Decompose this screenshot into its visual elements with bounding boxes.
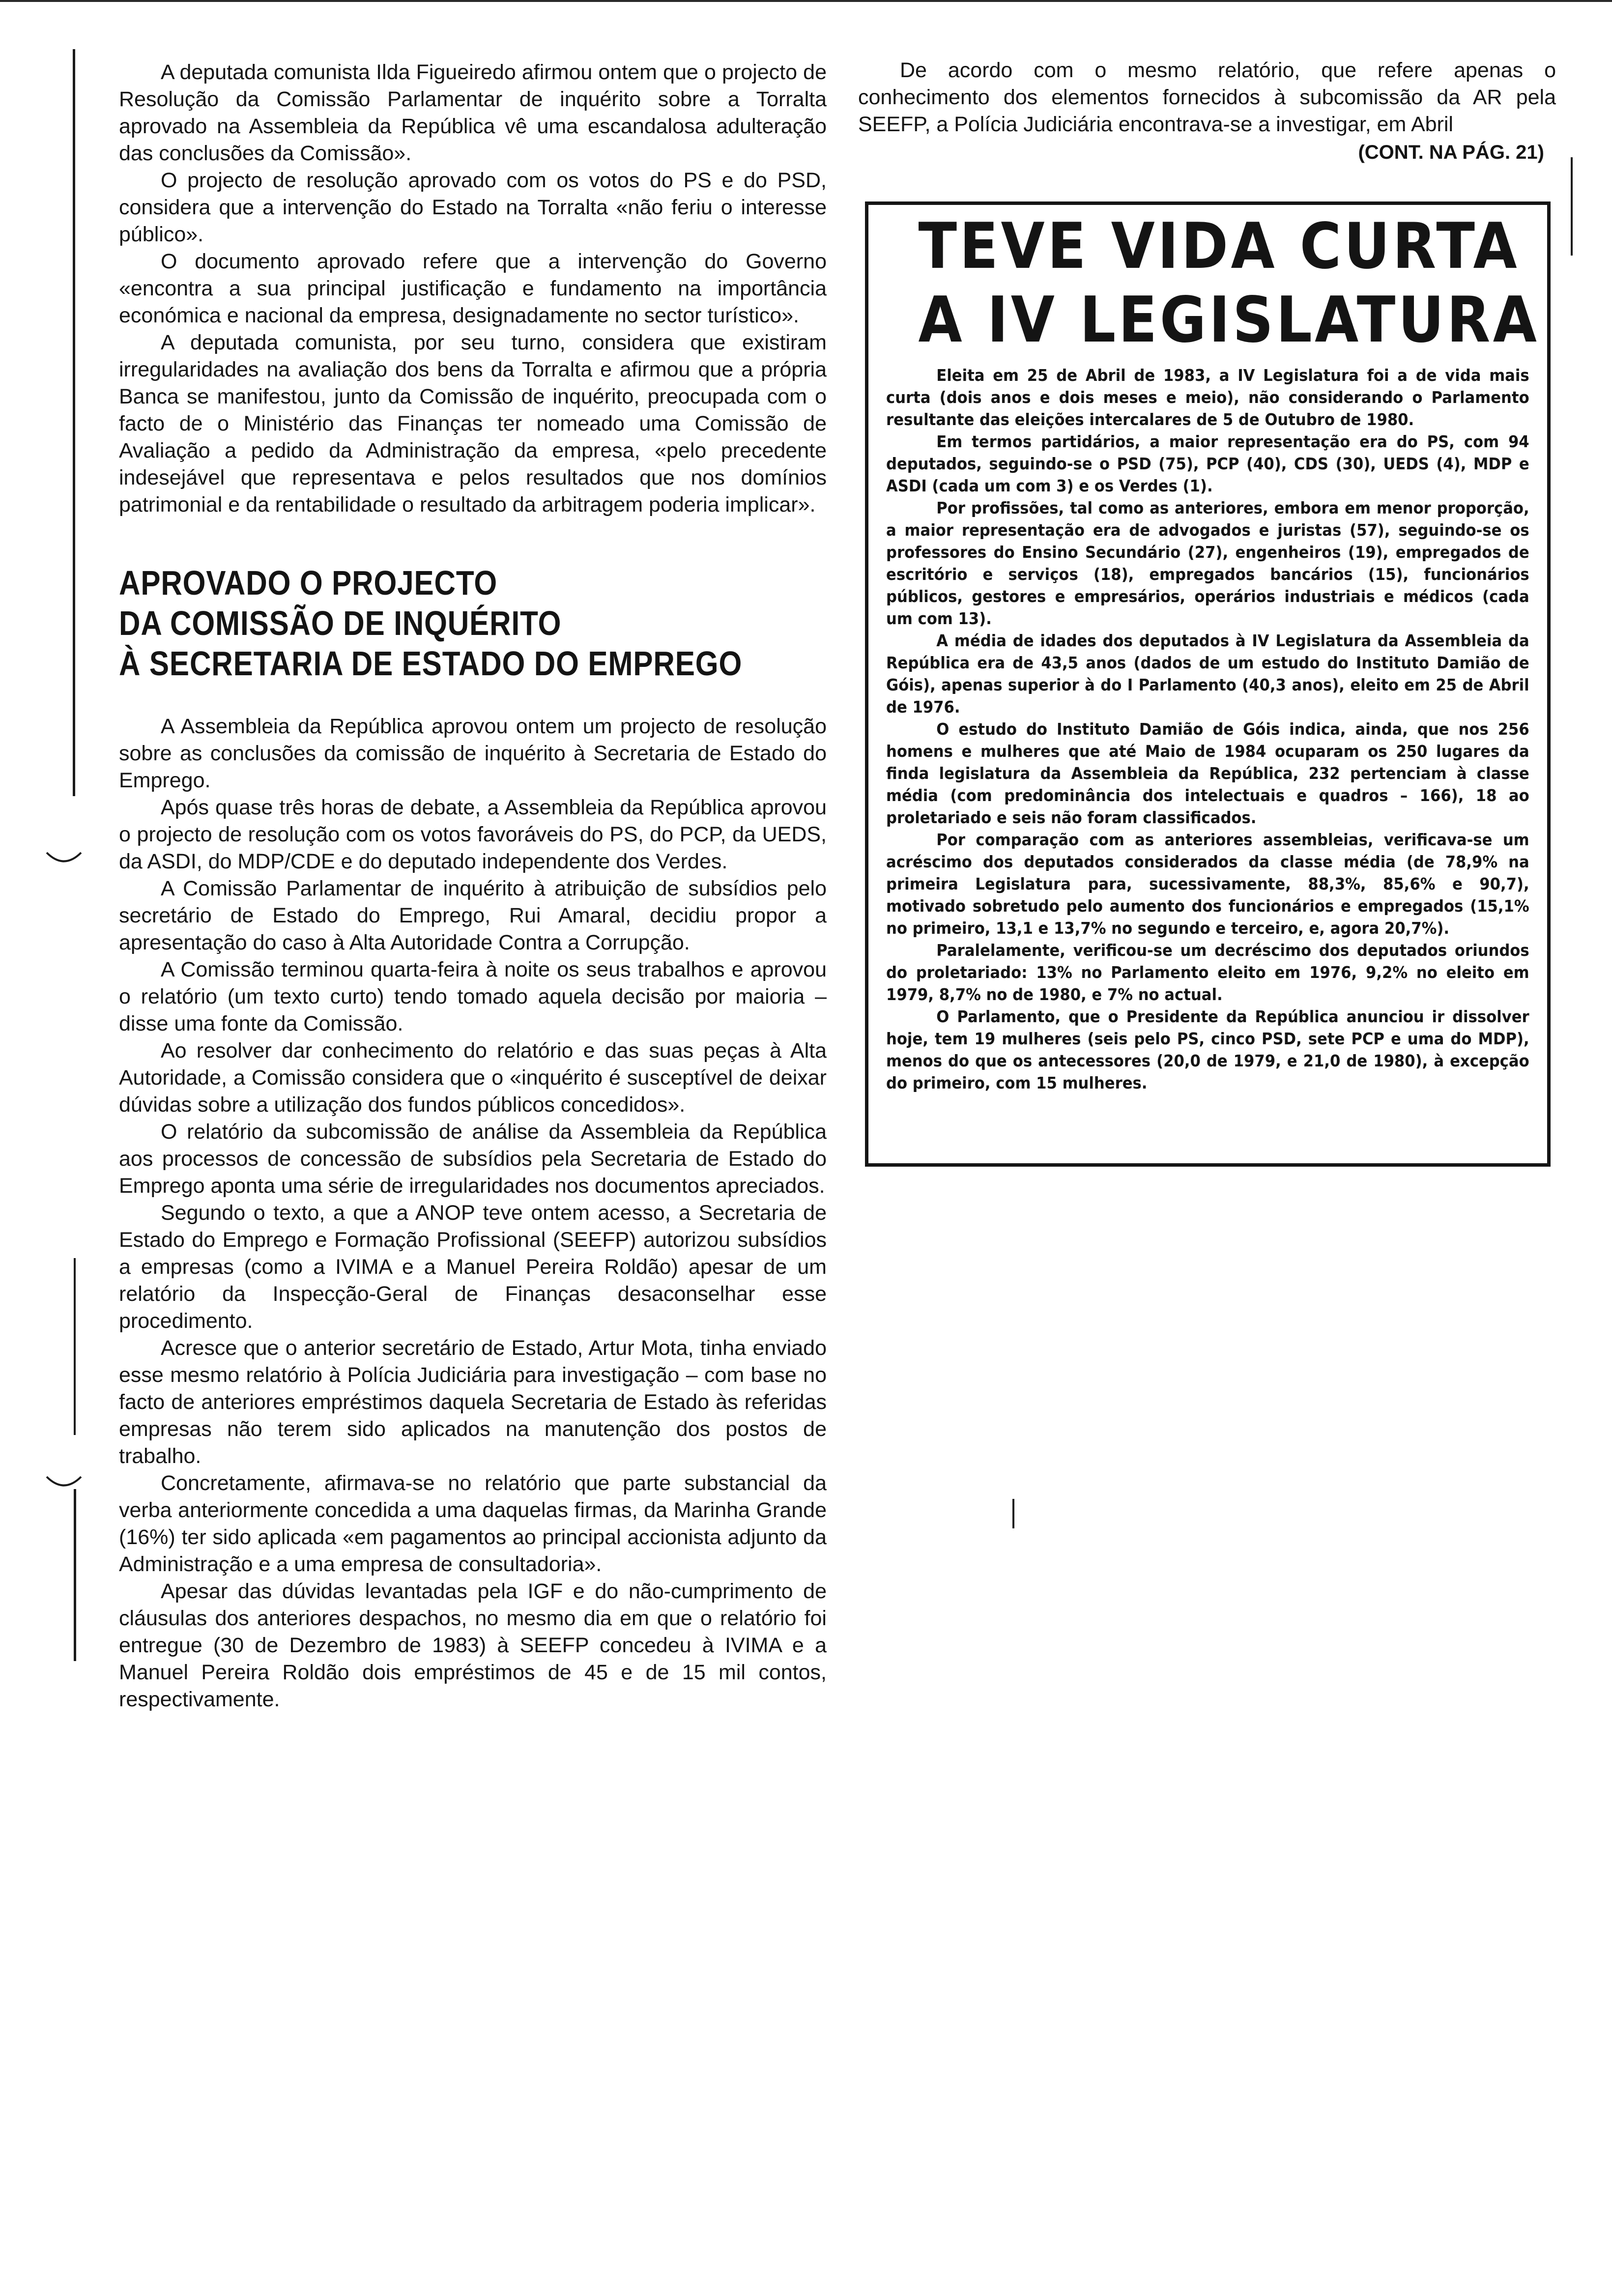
article-secretaria-emprego — [119, 713, 827, 1713]
boxed-article-iv-legislatura — [865, 201, 1551, 1167]
article-continuation-paragraph: De acordo com o mesmo relatório, que refere apenas o conhecimento dos elementos fornecidos à subcomissão da AR pela SEEFP, a Polícia Judiciária encontrava-se a investigar, em Abril — [858, 58, 1556, 136]
box-headline — [918, 210, 1540, 357]
article-paragraph: Apesar das dúvidas levantadas pela IGF e do não-cumprimento de cláusulas dos anteriores despachos, no mesmo dia em que o relatório foi entregue (30 de Dezembro de 1983) à SEEFP concedeu à IVIMA e a Manuel Pereira Roldão dois empréstimos de 45 e de 15 mil contos, respectivamente. — [119, 1579, 827, 1711]
box-headline-line: A IV LEGISLATURA — [918, 284, 1540, 357]
margin-rule-left-3 — [74, 1489, 76, 1661]
article-paragraph: Concretamente, afirmava-se no relatório que parte substancial da verba anteriormente concedida a uma daquelas firmas, da Marinha Grande (16%) ter sido aplicada «em pagamentos ao principal accionista adjunto da Administração e a uma empresa de consultadoria». — [119, 1471, 827, 1576]
article-paragraph: O projecto de resolução aprovado com os votos do PS e do PSD, considera que a intervenção do Estado na Torralta «não feriu o interesse público». — [119, 169, 827, 246]
continued-on-page-21: (CONT. NA PÁG. 21) — [1358, 142, 1544, 163]
article-paragraph: A Comissão Parlamentar de inquérito à atribuição de subsídios pelo secretário de Estado do Emprego, Rui Amaral, decidiu propor a apresentação do caso à Alta Autoridade Contra a Corrupção. — [119, 877, 827, 954]
box-paragraph: Eleita em 25 de Abril de 1983, a IV Legislatura foi a de vida mais curta (dois anos e dois meses e meio), não considerando o Parlamento resultante das eleições intercalares de 5 de Outubro de 1980. — [886, 366, 1529, 429]
box-headline-line: TEVE VIDA CURTA — [918, 210, 1520, 283]
article-paragraph: O documento aprovado refere que a intervenção do Governo «encontra a sua principal justificação e fundamento na importância económica e nacional da empresa, designadamente no sector turístico». — [119, 250, 827, 327]
headline-line: APROVADO O PROJECTO — [119, 564, 498, 602]
margin-bracket-1 — [44, 845, 84, 875]
box-paragraph: Por profissões, tal como as anteriores, embora em menor proporção, a maior representação era de advogados e juristas (57), seguindo-se os professores do Ensino Secundário (27), engenheiros (19), empregados de escritório e serviços (18), empregados bancários (15), funcionários públicos, gestores e empresários, operários industriais e médicos (cada um com 13). — [886, 498, 1529, 628]
scan-mark — [1012, 1499, 1014, 1528]
article-paragraph: Acresce que o anterior secretário de Estado, Artur Mota, tinha enviado esse mesmo relatório à Polícia Judiciária para investigação – com base no facto de anteriores empréstimos daquela Secretaria de Estado às referidas empresas não terem sido aplicados na manutenção dos postos de trabalho. — [119, 1336, 827, 1468]
margin-rule-right — [1571, 157, 1573, 256]
top-rule — [0, 0, 1612, 2]
box-paragraph: O Parlamento, que o Presidente da República anunciou ir dissolver hoje, tem 19 mulheres (seis pelo PS, cinco PSD, sete PCP e uma do MDP), menos do que os antecessores (20,0 de 1979, e 21,0 de 1980), à excepção do primeiro, com 15 mulheres. — [886, 1007, 1529, 1092]
article-paragraph: A Comissão terminou quarta-feira à noite os seus trabalhos e aprovou o relatório (um texto curto) tendo tomado aquela decisão por maioria – disse uma fonte da Comissão. — [119, 958, 827, 1035]
article-paragraph: Segundo o texto, a que a ANOP teve ontem acesso, a Secretaria de Estado do Emprego e Formação Profissional (SEEFP) autorizou subsídios a empresas (como a IVIMA e a Manuel Pereira Roldão) apesar de um relatório da Inspecção-Geral de Finanças desaconselhar esse procedimento. — [119, 1201, 827, 1333]
box-paragraph: A média de idades dos deputados à IV Legislatura da Assembleia da República era de 43,5 anos (dados de um estudo do Instituto Damião de Góis), apenas superior à do I Parlamento (40,3 anos), eleito em 25 de Abril de 1976. — [886, 631, 1529, 717]
article-paragraph: A deputada comunista, por seu turno, considera que existiram irregularidades na avaliação dos bens da Torralta e afirmou que a própria Banca se manifestou, junto da Comissão de inquérito, preocupada com o facto de o Ministério das Finanças ter nomeado uma Comissão de Avaliação a pedido da Administração da empresa, «pelo precedente indesejável que representava e pelos resultados que nos domínios patrimonial e da rentabilidade o resultado da arbitragem poderia implicar». — [119, 331, 827, 517]
article-paragraph: A Assembleia da República aprovou ontem um projecto de resolução sobre as conclusões da comissão de inquérito à Secretaria de Estado do Emprego. — [119, 715, 827, 792]
box-paragraph: O estudo do Instituto Damião de Góis indica, ainda, que nos 256 homens e mulheres que até Maio de 1984 ocuparam os 250 lugares da finda legislatura da Assembleia da República, 232 pertenciam à classe média (com predominância dos intelectuais e quadros – 166), 18 ao proletariado e seis não foram classificados. — [886, 719, 1529, 827]
article-paragraph: A deputada comunista Ilda Figueiredo afirmou ontem que o projecto de Resolução da Comissão Parlamentar de inquérito sobre a Torralta aprovado na Assembleia da República vê uma escandalosa adulteração das conclusões da Comissão». — [119, 60, 827, 165]
margin-bracket-2 — [44, 1469, 84, 1499]
box-paragraph: Em termos partidários, a maior representação era do PS, com 94 deputados, seguindo-se o PSD (75), PCP (40), CDS (30), UEDS (4), MDP e ASDI (cada um com 3) e os Verdes (1). — [886, 432, 1529, 495]
margin-rule-left-2 — [74, 1258, 76, 1435]
margin-rule-left-1 — [73, 49, 75, 796]
box-body — [886, 364, 1529, 1094]
article-paragraph: O relatório da subcomissão de análise da Assembleia da República aos processos de concessão de subsídios pela Secretaria de Estado do Emprego aponta uma série de irregularidades nos documentos apreciados. — [119, 1120, 827, 1198]
headline-line: À SECRETARIA DE ESTADO DO EMPREGO — [119, 644, 743, 683]
article-paragraph: Ao resolver dar conhecimento do relatório e das suas peças à Alta Autoridade, a Comissão considera que o «inquérito é susceptível de deixar dúvidas sobre a utilização dos fundos públicos concedidos». — [119, 1039, 827, 1117]
article-paragraph: Após quase três horas de debate, a Assembleia da República aprovou o projecto de resolução com os votos favoráveis do PS, do PCP, da UEDS, da ASDI, do MDP/CDE e do deputado independente dos Verdes. — [119, 796, 827, 873]
headline-line: DA COMISSÃO DE INQUÉRITO — [119, 604, 562, 642]
box-paragraph: Por comparação com as anteriores assembleias, verificava-se um acréscimo dos deputados considerados da classe média (de 78,9% na primeira Legislatura para, sucessivamente, 88,3%, 85,6% e 90,7), motivado sobretudo pelo aumento dos funcionários e empregados (15,1% no primeiro, 13,1 e 13,7% no segundo e terceiro, e, agora 20,7%). — [886, 830, 1529, 938]
right-column — [858, 57, 1556, 166]
box-paragraph: Paralelamente, verificou-se um decréscimo dos deputados oriundos do proletariado: 13% no Parlamento eleito em 1976, 9,2% no eleito em 1979, 8,7% no de 1980, e 7% no actual. — [886, 941, 1529, 1004]
section-headline — [119, 563, 825, 684]
left-column — [119, 59, 827, 1713]
article-ilda-figueiredo — [119, 59, 827, 518]
